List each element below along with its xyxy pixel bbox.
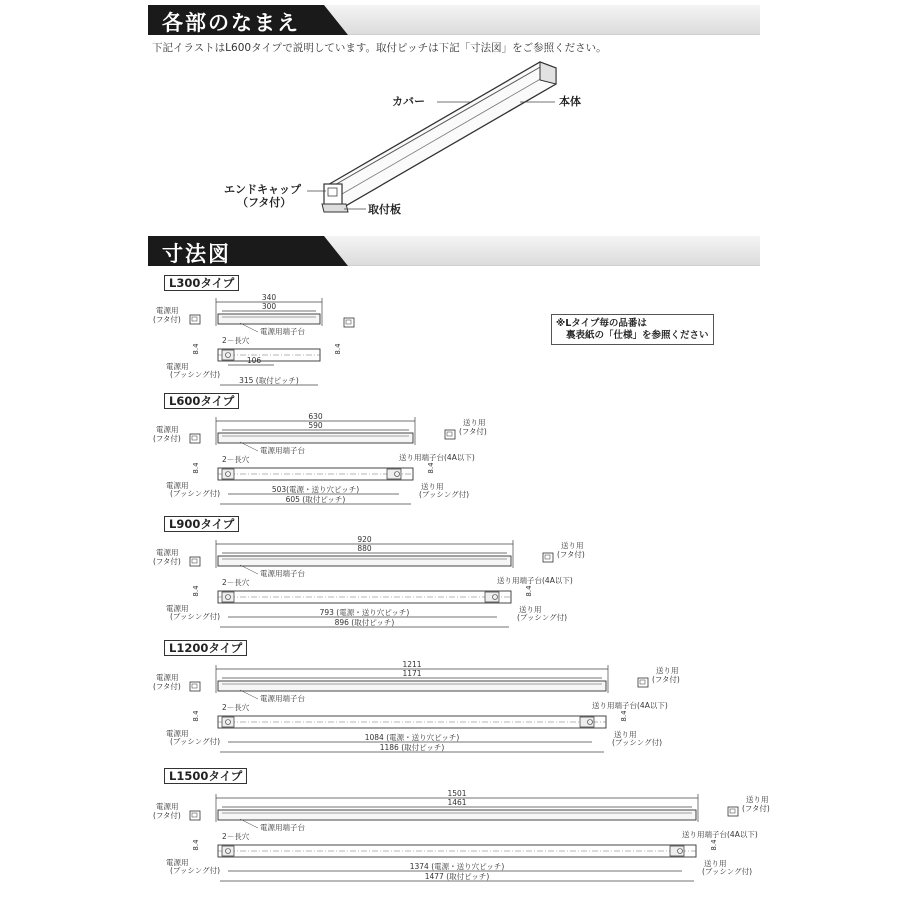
l1-pitch: 315 (取付ピッチ) <box>239 376 299 385</box>
l5-feed-terminal-block <box>670 846 684 856</box>
l1-overall-dim: 340 <box>261 293 277 302</box>
l5-top-view <box>218 810 696 820</box>
l3-power-cap-note: (フタ付) <box>153 557 181 566</box>
l4-terminal-feed-label: 送り用端子台(4A以下) <box>592 701 668 710</box>
l3-feed-terminal-block <box>485 592 499 602</box>
l1-top-view <box>218 314 320 324</box>
l1-inner-dim: 300 <box>261 302 277 311</box>
note-line-2: 裏表紙の「仕様」を参照ください <box>566 330 709 341</box>
l4-height-right: 8.4 <box>620 710 628 722</box>
l2-height-right: 8.4 <box>427 462 435 474</box>
l4-power-cap-icon <box>190 682 200 691</box>
l5-slot-label: 2－長穴 <box>222 832 250 841</box>
l1-power-cap-note: (フタ付) <box>153 315 181 324</box>
l4-power-cap-note: (フタ付) <box>153 682 181 691</box>
l2-hole-pitch: 503(電源・送り穴ピッチ) <box>271 485 360 494</box>
l5-feed-cap-note: (フタ付) <box>742 804 770 813</box>
l3-height-left: 8.4 <box>192 585 200 597</box>
l2-power-cap-note: (フタ付) <box>153 434 181 443</box>
l5-feed-cap-label: 送り用 <box>746 795 769 804</box>
l2-overall-dim: 630 <box>308 412 323 421</box>
l3-feed-cap-icon <box>543 553 553 562</box>
l3-feed-bushing-label: (ブッシング付) <box>517 613 567 622</box>
l3-power-cap-icon <box>190 557 200 566</box>
l3-overall-dim: 920 <box>357 535 372 544</box>
l5-hole-pitch: 1374 (電源・送り穴ピッチ) <box>409 862 505 871</box>
dimensions-section-title: 寸法図 <box>162 242 231 266</box>
l2-feed-cap-note: (フタ付) <box>459 427 487 436</box>
type-label-l1500: L1500タイプ <box>164 768 247 784</box>
l3-feed-cap-label: 送り用 <box>561 541 584 550</box>
l2-pitch: 605 (取付ピッチ) <box>285 495 346 504</box>
l5-power-cap-icon <box>190 811 200 820</box>
l4-power-terminal-block <box>222 717 234 727</box>
l3-bushing-label: (ブッシング付) <box>170 612 220 621</box>
l2-power-cap-icon <box>190 434 200 443</box>
l5-pitch: 1477 (取付ピッチ) <box>424 872 490 881</box>
l4-pitch: 1186 (取付ピッチ) <box>379 743 445 752</box>
l3-hole-pitch: 793 (電源・送り穴ピッチ) <box>319 608 410 617</box>
l3-bushing-title: 電源用 <box>166 604 189 613</box>
type-label-l900: L900タイプ <box>164 516 239 532</box>
l1-bushing-title: 電源用 <box>166 362 189 371</box>
l5-height-right: 8.4 <box>710 839 718 851</box>
l4-overall-dim: 1211 <box>402 660 422 669</box>
l4-terminal-power-label: 電源用端子台 <box>260 694 305 703</box>
l2-feed-cap-label: 送り用 <box>463 418 486 427</box>
l2-feed-terminal-block <box>387 469 401 479</box>
l2-feed-bushing-title: 送り用 <box>421 482 444 491</box>
parts-section-title: 各部のなまえ <box>162 11 300 35</box>
l5-power-cap-note: (フタ付) <box>153 811 181 820</box>
l1-bushing-label: (ブッシング付) <box>170 370 220 379</box>
l2-feed-bushing-label: (ブッシング付) <box>419 490 469 499</box>
l4-power-cap-label: 電源用 <box>156 673 179 682</box>
l2-slot-label: 2－長穴 <box>222 455 250 464</box>
l2-feed-cap-icon <box>445 430 455 439</box>
l2-bushing-label: (ブッシング付) <box>170 489 220 498</box>
l1-power-terminal-block <box>222 350 234 360</box>
mount-plate-label: 取付板 <box>368 203 401 216</box>
body-label: 本体 <box>559 95 581 108</box>
l3-slot-label: 2－長穴 <box>222 578 250 587</box>
l1-terminal-power-label: 電源用端子台 <box>260 327 305 336</box>
l3-power-cap-label: 電源用 <box>156 548 179 557</box>
l5-inner-dim: 1461 <box>447 798 467 807</box>
l5-bushing-label: (ブッシング付) <box>170 866 220 875</box>
l5-power-terminal-block <box>222 846 234 856</box>
l1-offset: 106 <box>246 356 262 365</box>
note-line-1: ※Lタイプ毎の品番は <box>556 318 647 329</box>
l5-terminal-power-label: 電源用端子台 <box>260 823 305 832</box>
l1-height-left: 8.4 <box>192 343 200 355</box>
l1-end-cap-icon <box>344 318 354 327</box>
l2-bushing-title: 電源用 <box>166 481 189 490</box>
l3-feed-cap-note: (フタ付) <box>557 550 585 559</box>
l3-height-right: 8.4 <box>525 585 533 597</box>
l4-bushing-title: 電源用 <box>166 729 189 738</box>
l3-inner-dim: 880 <box>357 544 372 553</box>
l2-terminal-feed-label: 送り用端子台(4A以下) <box>399 453 475 462</box>
end-cap-sublabel: （フタ付） <box>237 196 292 209</box>
l5-overall-dim: 1501 <box>447 789 467 798</box>
l2-height-left: 8.4 <box>192 462 200 474</box>
l3-pitch: 896 (取付ピッチ) <box>334 618 395 627</box>
l3-feed-bushing-title: 送り用 <box>519 605 542 614</box>
l4-feed-cap-icon <box>638 678 648 687</box>
type-label-l300: L300タイプ <box>164 275 239 291</box>
intro-text: 下記イラストはL600タイプで説明しています。取付ピッチは下記「寸法図」をご参照ください。 <box>152 42 607 54</box>
l4-feed-terminal-block <box>580 717 594 727</box>
l4-top-view <box>218 681 606 691</box>
l4-feed-cap-note: (フタ付) <box>652 675 680 684</box>
l4-height-left: 8.4 <box>192 710 200 722</box>
l3-power-terminal-block <box>222 592 234 602</box>
l1-slot-label: 2－長穴 <box>222 336 250 345</box>
type-label-l600: L600タイプ <box>164 393 239 409</box>
l4-feed-bushing-label: (ブッシング付) <box>612 738 662 747</box>
l5-power-cap-label: 電源用 <box>156 802 179 811</box>
l5-bushing-title: 電源用 <box>166 858 189 867</box>
l1-height-right: 8.4 <box>334 343 342 355</box>
l4-slot-label: 2－長穴 <box>222 703 250 712</box>
l5-feed-cap-icon <box>728 807 738 816</box>
type-label-l1200: L1200タイプ <box>164 640 247 656</box>
l1-power-cap-icon <box>190 315 200 324</box>
l4-feed-cap-label: 送り用 <box>656 666 679 675</box>
l3-terminal-feed-label: 送り用端子台(4A以下) <box>497 576 573 585</box>
l4-hole-pitch: 1084 (電源・送り穴ピッチ) <box>364 733 460 742</box>
l5-height-left: 8.4 <box>192 839 200 851</box>
l4-feed-bushing-title: 送り用 <box>614 730 637 739</box>
l5-feed-bushing-title: 送り用 <box>704 859 727 868</box>
l2-power-cap-label: 電源用 <box>156 425 179 434</box>
l4-inner-dim: 1171 <box>402 669 422 678</box>
l2-power-terminal-block <box>222 469 234 479</box>
end-cap-label: エンドキャップ <box>224 183 301 196</box>
l5-terminal-feed-label: 送り用端子台(4A以下) <box>682 830 758 839</box>
l3-top-view <box>218 556 511 566</box>
l1-power-cap-label: 電源用 <box>156 306 179 315</box>
l2-top-view <box>218 433 413 443</box>
l4-bushing-label: (ブッシング付) <box>170 737 220 746</box>
cover-label: カバー <box>392 95 425 108</box>
l3-terminal-power-label: 電源用端子台 <box>260 569 305 578</box>
l2-terminal-power-label: 電源用端子台 <box>260 446 305 455</box>
l2-inner-dim: 590 <box>308 421 323 430</box>
l5-feed-bushing-label: (ブッシング付) <box>702 867 752 876</box>
